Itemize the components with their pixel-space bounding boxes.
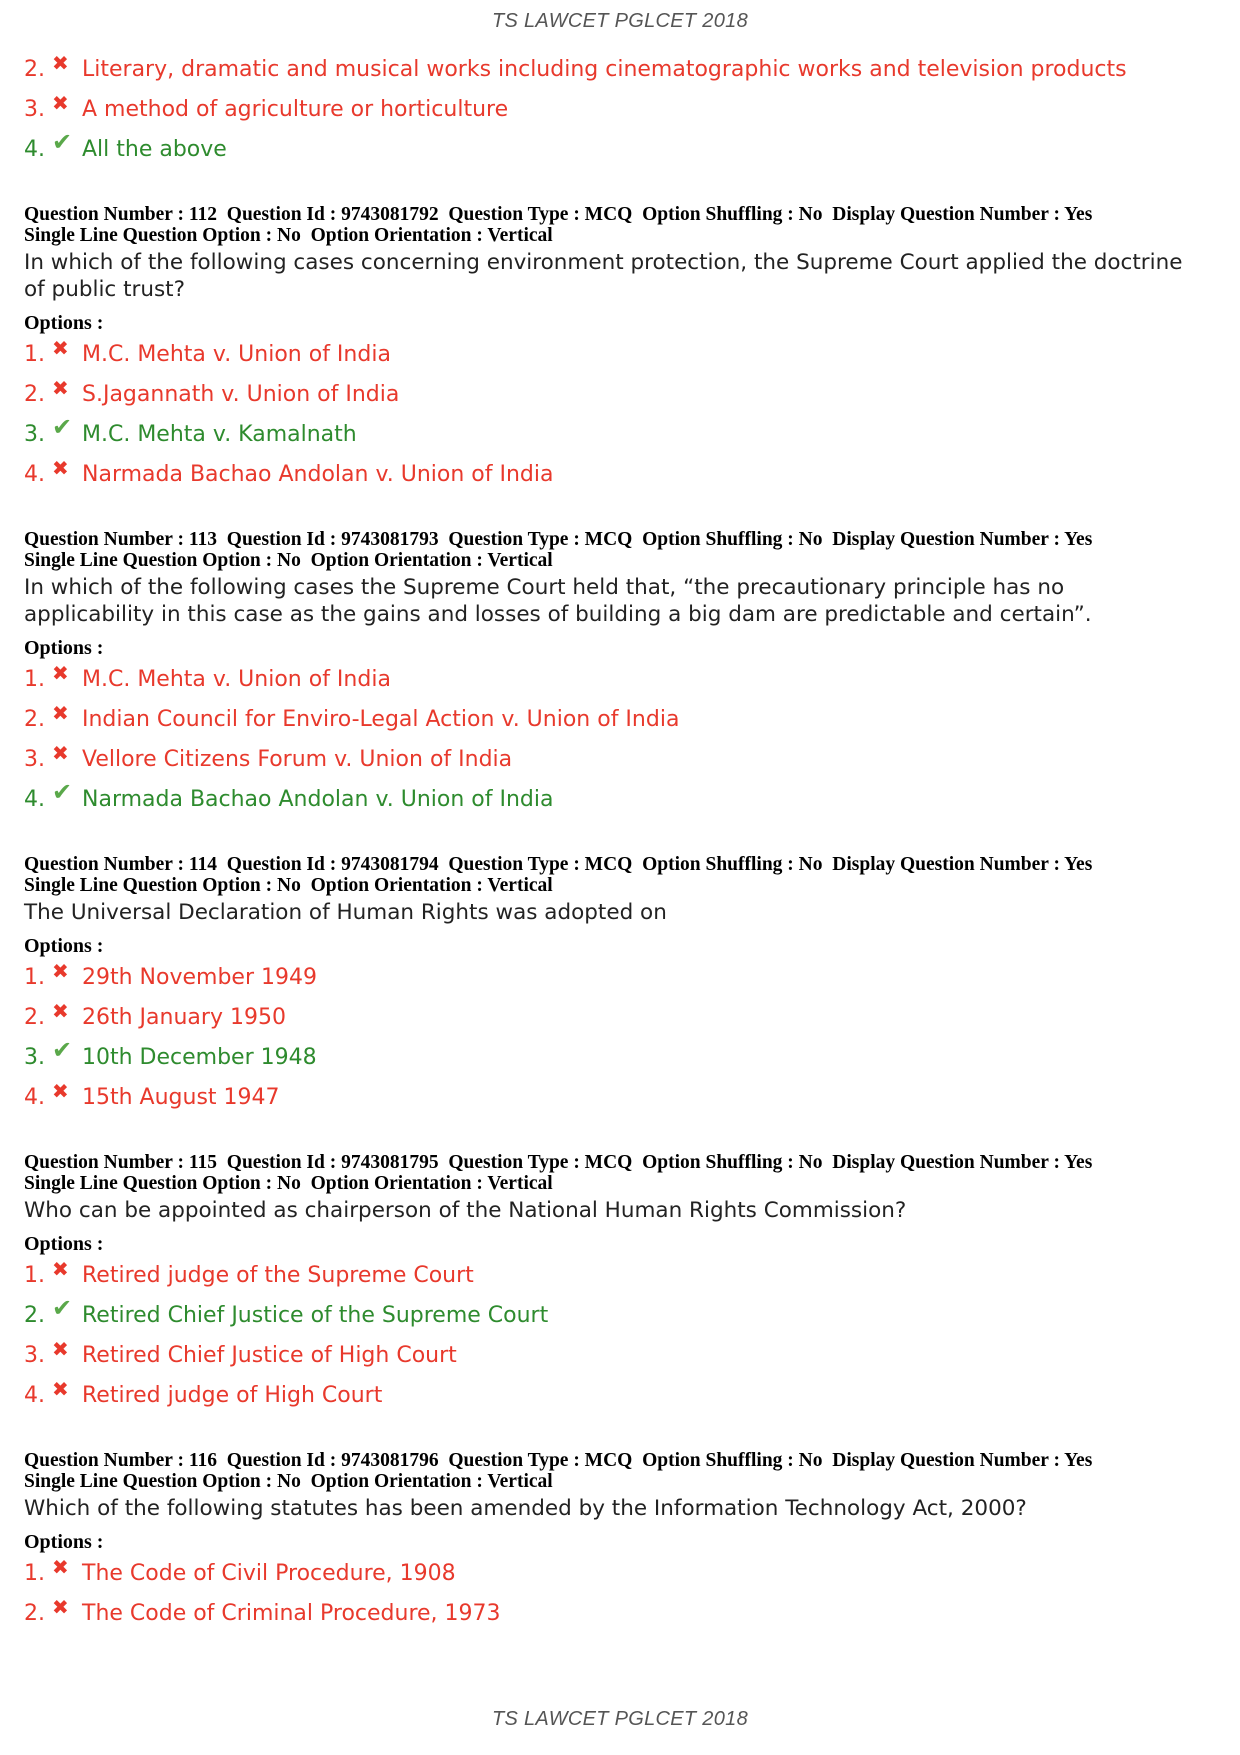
check-icon: ✔	[52, 1036, 73, 1064]
option-text: The Code of Civil Procedure, 1908	[82, 1561, 456, 1586]
option-item	[24, 1337, 1216, 1382]
check-icon: ✔	[52, 128, 73, 156]
option-item	[24, 959, 1216, 1004]
option-item	[24, 456, 1216, 501]
question-meta-line-2: Single Line Question Option : No Option Orientation : Vertical	[24, 225, 553, 246]
option-number: 2.	[24, 57, 45, 82]
option-text: 15th August 1947	[82, 1085, 280, 1110]
option-text: Vellore Citizens Forum v. Union of India	[82, 747, 513, 772]
cross-icon: ✖	[52, 51, 69, 75]
option-item	[24, 336, 1216, 381]
option-text: M.C. Mehta v. Union of India	[82, 667, 391, 692]
carryover-options	[24, 51, 1216, 176]
option-text: Retired Chief Justice of the Supreme Court	[82, 1303, 549, 1328]
option-text: The Code of Criminal Procedure, 1973	[82, 1601, 501, 1626]
question-block	[24, 1450, 1216, 1640]
question-meta-line-2: Single Line Question Option : No Option Orientation : Vertical	[24, 550, 553, 571]
option-number: 4.	[24, 787, 45, 812]
question-paper	[24, 51, 1216, 1640]
option-number: 3.	[24, 422, 45, 447]
question-text: Which of the following statutes has been amended by the Information Technology Act, 2000?	[24, 1496, 1027, 1521]
option-number: 3.	[24, 1045, 45, 1070]
question-meta-line-1: Question Number : 114 Question Id : 9743081794 Question Type : MCQ Option Shuffling : No Display Question Number : Yes	[24, 854, 1093, 875]
option-number: 3.	[24, 1343, 45, 1368]
options-label: Options :	[24, 312, 104, 334]
options-label: Options :	[24, 1531, 104, 1553]
question-text: Who can be appointed as chairperson of the National Human Rights Commission?	[24, 1198, 907, 1223]
check-icon: ✔	[52, 1294, 73, 1322]
question-meta-line-2: Single Line Question Option : No Option Orientation : Vertical	[24, 1173, 553, 1194]
cross-icon: ✖	[52, 1257, 69, 1281]
cross-icon: ✖	[52, 1595, 69, 1619]
option-item	[24, 91, 1216, 136]
option-number: 4.	[24, 1085, 45, 1110]
question-meta-line-2: Single Line Question Option : No Option Orientation : Vertical	[24, 1471, 553, 1492]
option-number: 3.	[24, 97, 45, 122]
options-label: Options :	[24, 1233, 104, 1255]
option-item	[24, 999, 1216, 1044]
option-text: S.Jagannath v. Union of India	[82, 382, 400, 407]
option-number: 4.	[24, 137, 45, 162]
question-meta-line-1: Question Number : 112 Question Id : 9743081792 Question Type : MCQ Option Shuffling : No Display Question Number : Yes	[24, 204, 1093, 225]
check-icon: ✔	[52, 778, 73, 806]
cross-icon: ✖	[52, 959, 69, 983]
option-item	[24, 51, 1216, 96]
option-number: 2.	[24, 707, 45, 732]
option-number: 1.	[24, 965, 45, 990]
option-item	[24, 1595, 1216, 1640]
option-text: A method of agriculture or horticulture	[82, 97, 509, 122]
cross-icon: ✖	[52, 1555, 69, 1579]
option-item	[24, 1079, 1216, 1124]
cross-icon: ✖	[52, 1377, 69, 1401]
option-number: 4.	[24, 462, 45, 487]
options-label: Options :	[24, 935, 104, 957]
option-text: M.C. Mehta v. Union of India	[82, 342, 391, 367]
cross-icon: ✖	[52, 376, 69, 400]
option-text: 29th November 1949	[82, 965, 317, 990]
options-label: Options :	[24, 637, 104, 659]
option-text: M.C. Mehta v. Kamalnath	[82, 422, 357, 447]
option-item	[24, 1036, 1216, 1084]
option-item	[24, 376, 1216, 421]
option-number: 4.	[24, 1383, 45, 1408]
question-text: In which of the following cases the Supreme Court held that, “the precautionary principle has no applicability in this case as the gains and losses of building a big dam are predictable and certain”.	[24, 575, 1092, 627]
page-footer: TS LAWCET PGLCET 2018	[491, 1708, 749, 1730]
option-item	[24, 1377, 1216, 1422]
option-number: 2.	[24, 1303, 45, 1328]
option-text: All the above	[82, 137, 227, 162]
option-item	[24, 701, 1216, 746]
option-number: 2.	[24, 382, 45, 407]
cross-icon: ✖	[52, 1337, 69, 1361]
option-text: Retired judge of High Court	[82, 1383, 383, 1408]
option-item	[24, 413, 1216, 461]
option-item	[24, 1555, 1216, 1600]
option-item	[24, 1257, 1216, 1302]
option-text: Retired Chief Justice of High Court	[82, 1343, 457, 1368]
option-text: Literary, dramatic and musical works including cinematographic works and television products	[82, 57, 1127, 82]
question-list	[24, 204, 1216, 1640]
option-item	[24, 1294, 1216, 1342]
option-number: 1.	[24, 1263, 45, 1288]
option-item	[24, 778, 1216, 826]
question-text: In which of the following cases concerning environment protection, the Supreme Court applied the doctrine of public trust?	[24, 250, 1183, 302]
option-text: Narmada Bachao Andolan v. Union of India	[82, 462, 554, 487]
cross-icon: ✖	[52, 661, 69, 685]
option-text: Indian Council for Enviro-Legal Action v. Union of India	[82, 707, 680, 732]
question-block	[24, 204, 1216, 501]
cross-icon: ✖	[52, 91, 69, 115]
option-text: Narmada Bachao Andolan v. Union of India	[82, 787, 554, 812]
option-text: 10th December 1948	[82, 1045, 317, 1070]
option-number: 2.	[24, 1601, 45, 1626]
question-meta-line-1: Question Number : 116 Question Id : 9743081796 Question Type : MCQ Option Shuffling : No Display Question Number : Yes	[24, 1450, 1093, 1471]
option-number: 1.	[24, 1561, 45, 1586]
option-item	[24, 741, 1216, 786]
question-text: The Universal Declaration of Human Rights was adopted on	[24, 900, 667, 925]
cross-icon: ✖	[52, 999, 69, 1023]
cross-icon: ✖	[52, 701, 69, 725]
cross-icon: ✖	[52, 1079, 69, 1103]
option-item	[24, 128, 1216, 176]
question-meta-line-1: Question Number : 113 Question Id : 9743081793 Question Type : MCQ Option Shuffling : No Display Question Number : Yes	[24, 529, 1093, 550]
option-text: Retired judge of the Supreme Court	[82, 1263, 474, 1288]
cross-icon: ✖	[52, 336, 69, 360]
page-header: TS LAWCET PGLCET 2018	[491, 10, 749, 32]
cross-icon: ✖	[52, 456, 69, 480]
question-block	[24, 1152, 1216, 1422]
option-number: 2.	[24, 1005, 45, 1030]
option-number: 3.	[24, 747, 45, 772]
check-icon: ✔	[52, 413, 73, 441]
option-item	[24, 661, 1216, 706]
question-block	[24, 854, 1216, 1124]
cross-icon: ✖	[52, 741, 69, 765]
question-meta-line-2: Single Line Question Option : No Option Orientation : Vertical	[24, 875, 553, 896]
option-number: 1.	[24, 667, 45, 692]
question-block	[24, 529, 1216, 826]
option-text: 26th January 1950	[82, 1005, 286, 1030]
option-number: 1.	[24, 342, 45, 367]
question-meta-line-1: Question Number : 115 Question Id : 9743081795 Question Type : MCQ Option Shuffling : No Display Question Number : Yes	[24, 1152, 1093, 1173]
